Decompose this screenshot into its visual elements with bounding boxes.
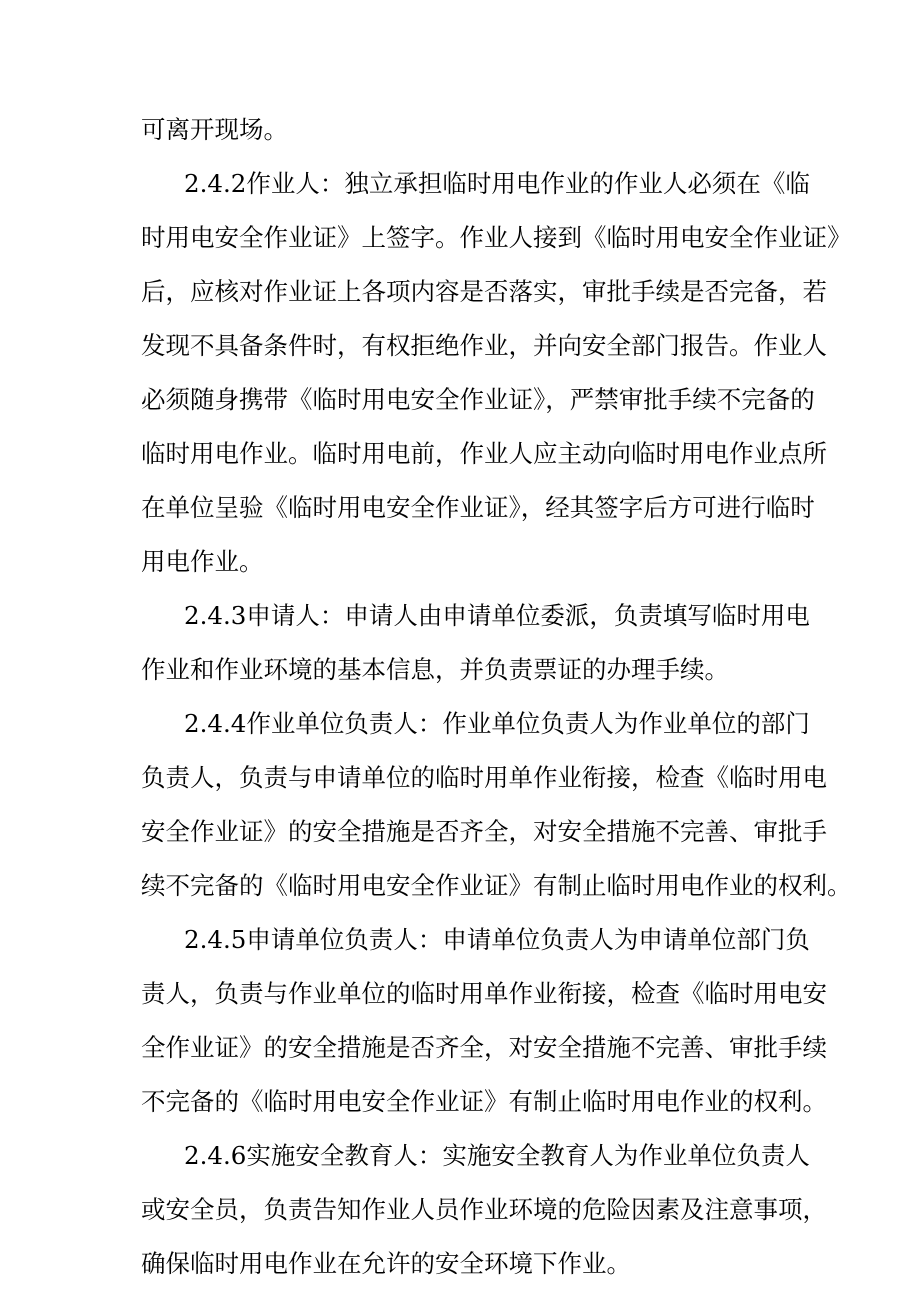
text-line: 责人，负责与作业单位的临时用单作业衔接，检查《临时用电安 (141, 979, 827, 1008)
text-line: 2.4.5申请单位负责人：申请单位负责人为申请单位部门负 (184, 925, 810, 954)
paragraph-2-4-2-worker (141, 157, 852, 589)
text-line: 安全作业证》的安全措施是否齐全，对安全措施不完善、审批手 (141, 817, 827, 846)
text-line: 临时用电作业。临时用电前，作业人应主动向临时用电作业点所 (141, 439, 827, 468)
text-line: 发现不具备条件时，有权拒绝作业，并向安全部门报告。作业人 (141, 331, 827, 360)
text-line: 后，应核对作业证上各项内容是否落实，审批手续是否完备，若 (141, 277, 827, 306)
text-line: 作业和作业环境的基本信息，并负责票证的办理手续。 (141, 655, 729, 684)
text-line: 2.4.3申请人：申请人由申请单位委派，负责填写临时用电 (184, 601, 810, 630)
text-line: 2.4.2作业人：独立承担临时用电作业的作业人必须在《临 (184, 169, 810, 198)
paragraph-2-4-6-safety-educator (141, 1129, 827, 1291)
text-line: 不完备的《临时用电安全作业证》有制止临时用电作业的权利。 (141, 1087, 827, 1116)
text-line: 或安全员，负责告知作业人员作业环境的危险因素及注意事项， (141, 1195, 827, 1224)
text-line: 确保临时用电作业在允许的安全环境下作业。 (141, 1249, 631, 1278)
text-line: 2.4.4作业单位负责人：作业单位负责人为作业单位的部门 (184, 709, 810, 738)
text-line: 必须随身携带《临时用电安全作业证》，严禁审批手续不完备的 (141, 385, 815, 414)
paragraph-2-4-3-applicant (141, 589, 810, 697)
text-line: 时用电安全作业证》上签字。作业人接到《临时用电安全作业证》 (141, 223, 852, 252)
document-page (141, 103, 852, 1291)
text-line: 用电作业。 (141, 547, 264, 576)
text-line: 全作业证》的安全措施是否齐全，对安全措施不完善、审批手续 (141, 1033, 827, 1062)
paragraph-continuation (141, 103, 783, 157)
text-line: 2.4.6实施安全教育人：实施安全教育人为作业单位负责人 (184, 1141, 810, 1170)
text-line: 在单位呈验《临时用电安全作业证》，经其签字后方可进行临时 (141, 493, 815, 522)
text-line: 负责人，负责与申请单位的临时用单作业衔接，检查《临时用电 (141, 763, 827, 792)
text-line: 可离开现场。 (141, 115, 288, 144)
paragraph-2-4-5-applicant-unit-head (141, 913, 827, 1129)
paragraph-2-4-4-work-unit-head (141, 697, 852, 913)
text-line: 续不完备的《临时用电安全作业证》有制止临时用电作业的权利。 (141, 871, 852, 900)
